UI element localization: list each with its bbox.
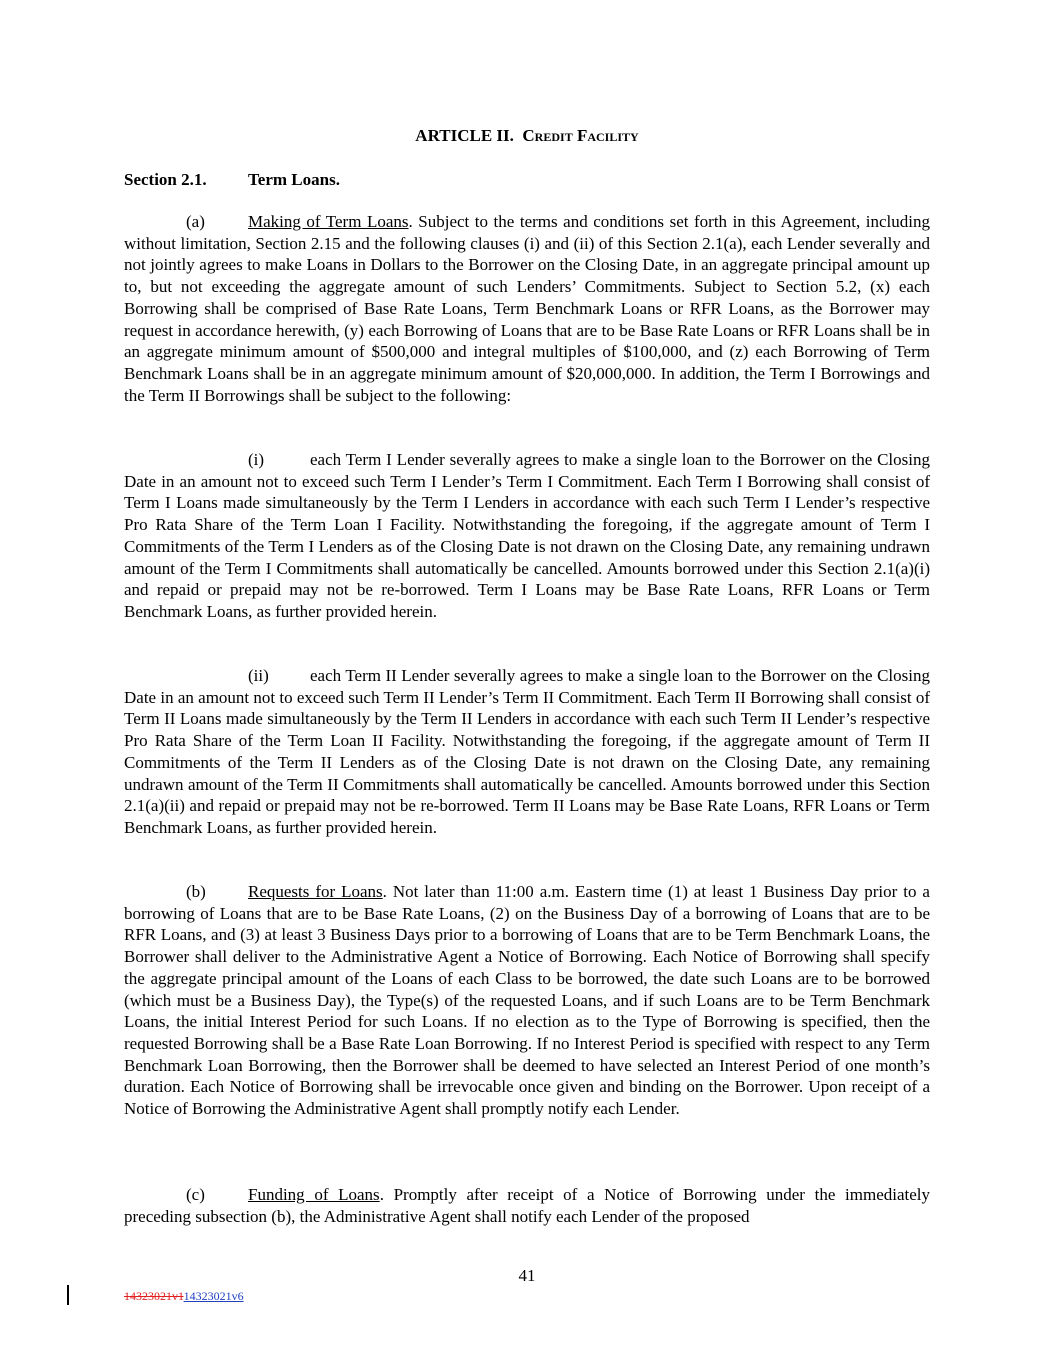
- document-id-old: 14323021v1: [124, 1289, 184, 1303]
- paragraph-b-label: (b): [186, 882, 206, 901]
- paragraph-a-i: [124, 449, 930, 623]
- paragraph-b-text: . Not later than 11:00 a.m. Eastern time (1) at least 1 Business Day prior to a borrowing of Loans that are to be Base Rate Loans, (2) on the Business Day of a borrowing of Loans that are to be RFR Loans, and (3) at least 3 Business Days prior to a borrowing of Loans that are to be Term Benchmark Loans, the Borrower shall deliver to the Administrative Agent a Notice of Borrowing. Each Notice of Borrowing shall specify the aggregate principal amount of the Loans of each Class to be borrowed, the date such Loans are to be borrowed (which must be a Business Day), the Type(s) of the requested Loans, and if such Loans are to be Term Benchmark Loans, the initial Interest Period for such Loans. If no election as to the Type of Borrowing is specified, then the requested Borrowing shall be a Base Rate Loan Borrowing. If no Interest Period is specified with respect to any Term Benchmark Loan Borrowing, then the Borrower shall be deemed to have selected an Interest Period of one month’s duration. Each Notice of Borrowing shall be irrevocable once given and binding on the Borrower. Upon receipt of a Notice of Borrowing the Administrative Agent shall promptly notify each Lender.: [124, 882, 930, 1119]
- section-number: Section 2.1.: [124, 170, 207, 189]
- paragraph-a-ii: [124, 665, 930, 839]
- document-id-new: 14323021v6: [183, 1289, 244, 1303]
- paragraph-c-heading: Funding of Loans: [248, 1185, 380, 1204]
- paragraph-a-heading: Making of Term Loans: [248, 212, 409, 231]
- paragraph-a-label: (a): [186, 212, 205, 231]
- paragraph-a-i-text: each Term I Lender severally agrees to make a single loan to the Borrower on the Closing Date in an amount not to exceed such Term I Lender’s Term I Commitment. Each Term I Borrowing shall consist of Term I Loans made simultaneously by the Term I Lenders in accordance with each such Term I Lender’s respective Pro Rata Share of the Term Loan I Facility. Notwithstanding the foregoing, if the aggregate amount of Term I Commitments of the Term I Lenders as of the Closing Date is not drawn on the Closing Date, any remaining undrawn amount of the Term I Commitments shall automatically be cancelled. Amounts borrowed under this Section 2.1(a)(i) and repaid or prepaid may not be re-borrowed. Term I Loans may be Base Rate Loans, RFR Loans or Term Benchmark Loans, as further provided herein.: [124, 450, 930, 621]
- article-title: [124, 126, 930, 146]
- change-bar: [67, 1285, 69, 1305]
- paragraph-a-ii-label: (ii): [248, 666, 269, 685]
- article-name: Credit Facility: [522, 126, 639, 145]
- paragraph-c-label: (c): [186, 1185, 205, 1204]
- paragraph-b-heading: Requests for Loans: [248, 882, 383, 901]
- paragraph-c: [124, 1184, 930, 1227]
- section-heading: [124, 170, 340, 190]
- article-label: ARTICLE II.: [415, 126, 514, 145]
- paragraph-a-ii-text: each Term II Lender severally agrees to make a single loan to the Borrower on the Closing Date in an amount not to exceed such Term II Lender’s Term II Commitment. Each Term II Borrowing shall consist of Term II Loans made simultaneously by the Term II Lenders in accordance with each such Term II Lender’s respective Pro Rata Share of the Term Loan II Facility. Notwithstanding the foregoing, if the aggregate amount of Term II Commitments of the Term II Lenders as of the Closing Date is not drawn on the Closing Date, any remaining undrawn amount of the Term II Commitments shall automatically be cancelled. Amounts borrowed under this Section 2.1(a)(ii) and repaid or prepaid may not be re-borrowed. Term II Loans may be Base Rate Loans, RFR Loans or Term Benchmark Loans, as further provided herein.: [124, 666, 930, 837]
- paragraph-a-text: . Subject to the terms and conditions set forth in this Agreement, including without limitation, Section 2.15 and the following clauses (i) and (ii) of this Section 2.1(a), each Lender severally and not jointly agrees to make Loans in Dollars to the Borrower on the Closing Date, in an aggregate principal amount up to, but not exceeding the aggregate amount of such Lenders’ Commitments. Subject to Section 5.2, (x) each Borrowing shall be comprised of Base Rate Loans, Term Benchmark Loans or RFR Loans, as the Borrower may request in accordance herewith, (y) each Borrowing of Loans that are to be Base Rate Loans or RFR Loans shall be in an aggregate minimum amount of $500,000 and integral multiples of $100,000, and (z) each Borrowing of Term Benchmark Loans shall be in an aggregate minimum amount of $20,000,000. In addition, the Term I Borrowings and the Term II Borrowings shall be subject to the following:: [124, 212, 930, 405]
- document-id: [124, 1289, 244, 1304]
- paragraph-b: [124, 881, 930, 1120]
- paragraph-a: [124, 211, 930, 406]
- section-title: Term Loans.: [248, 170, 340, 189]
- page-number: 41: [518, 1266, 536, 1285]
- paragraph-c-text: . Promptly after receipt of a Notice of Borrowing under the immediately preceding subsection (b), the Administrative Agent shall notify each Lender of the proposed: [124, 1185, 930, 1226]
- paragraph-a-i-label: (i): [248, 450, 265, 469]
